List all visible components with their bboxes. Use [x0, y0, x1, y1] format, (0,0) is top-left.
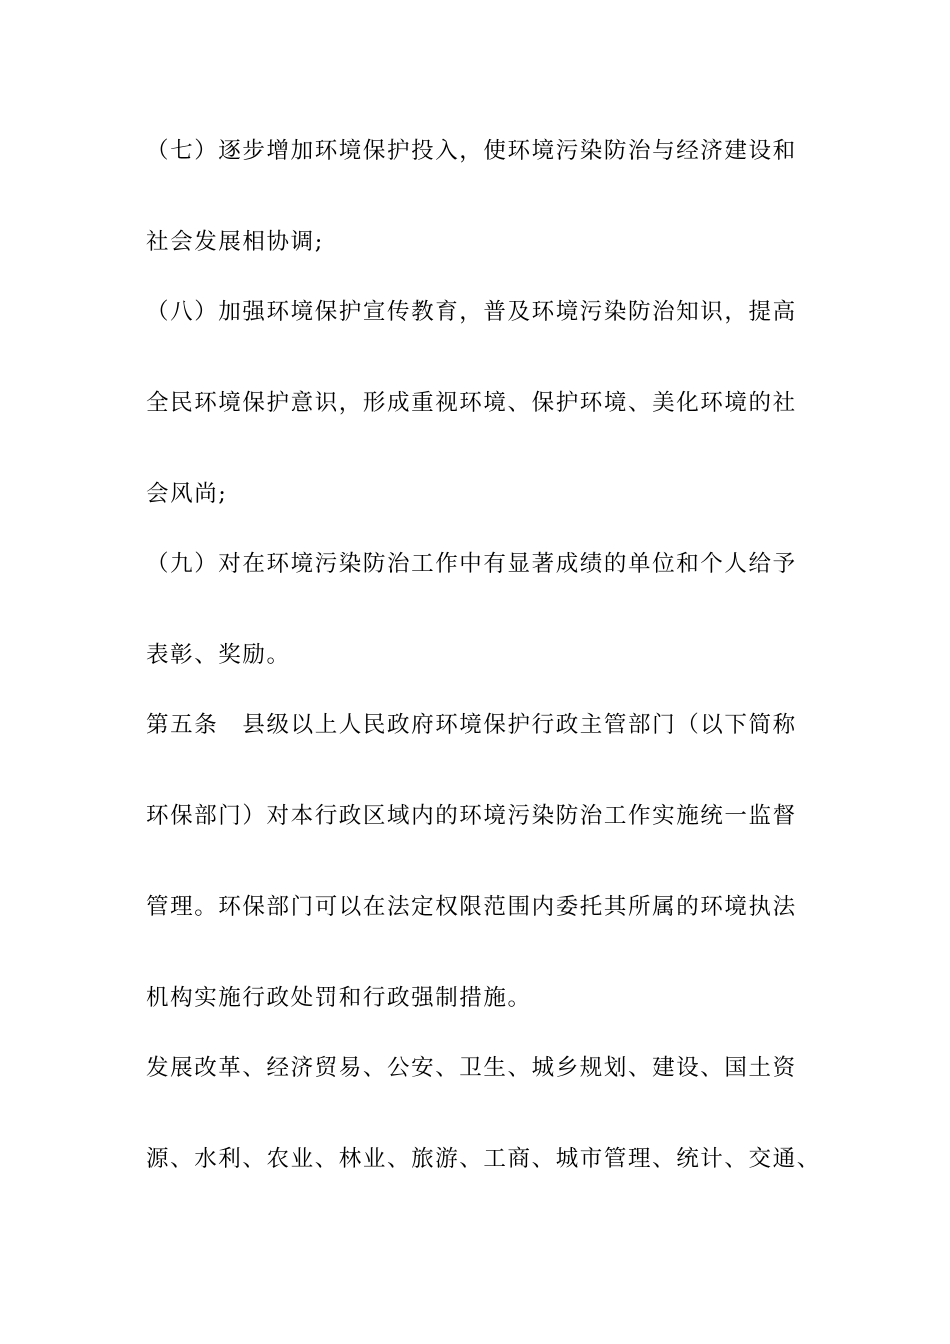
- text-line: 环保部门）对本行政区域内的环境污染防治工作实施统一监督: [146, 803, 797, 829]
- text-line: 第五条 县级以上人民政府环境保护行政主管部门（以下简称: [146, 712, 797, 738]
- text-line: （九）对在环境污染防治工作中有显著成绩的单位和个人给予: [146, 551, 797, 577]
- text-line: 机构实施行政处罚和行政强制措施。: [146, 985, 532, 1011]
- text-line: （七）逐步增加环境保护投入，使环境污染防治与经济建设和: [146, 138, 797, 164]
- text-line: 管理。环保部门可以在法定权限范围内委托其所属的环境执法: [146, 894, 797, 920]
- text-line: 全民环境保护意识，形成重视环境、保护环境、美化环境的社: [146, 390, 797, 416]
- text-line: 源、水利、农业、林业、旅游、工商、城市管理、统计、交通、: [146, 1146, 821, 1172]
- text-line: 发展改革、经济贸易、公安、卫生、城乡规划、建设、国土资: [146, 1055, 797, 1081]
- text-line: 社会发展相协调;: [146, 229, 324, 255]
- text-line: 会风尚;: [146, 481, 228, 507]
- text-line: 表彰、奖励。: [146, 642, 291, 668]
- text-line: （八）加强环境保护宣传教育，普及环境污染防治知识，提高: [146, 299, 797, 325]
